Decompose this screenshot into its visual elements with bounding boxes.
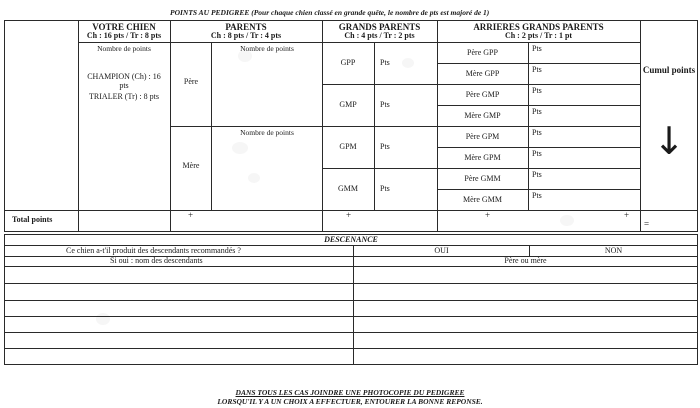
- agp-split: [437, 147, 640, 148]
- down-arrow-icon: ↓: [653, 119, 685, 163]
- dog-header: VOTRE CHIEN: [92, 22, 156, 32]
- agp-label: Père GMP: [465, 90, 500, 99]
- agp-pts: Pts: [532, 128, 542, 137]
- agp-label: Père GPP: [467, 48, 498, 57]
- parents-points: Ch : 8 pts / Tr : 4 pts: [210, 31, 282, 40]
- agp-header: ARRIERES GRANDS PARENTS: [473, 22, 604, 32]
- parents-split: [170, 126, 322, 127]
- parents-nombre-points-pere: Nombre de points: [240, 44, 294, 53]
- agp-label: Mère GPM: [464, 153, 501, 162]
- footer-line-2: LORSQU'IL Y A UN CHOIX A EFFECTUER, ENTOURER LA BONNE REPONSE.: [217, 397, 483, 406]
- top-border: [4, 20, 698, 21]
- gp-split: [322, 84, 437, 85]
- agp-points: Ch : 2 pts / Tr : 1 pt: [504, 31, 573, 40]
- parents-mere: Mère: [182, 161, 200, 170]
- parents-header: PARENTS: [225, 22, 267, 32]
- total-equals: =: [644, 219, 650, 229]
- gp-label: GPM: [339, 142, 357, 151]
- descendance-non[interactable]: NON: [604, 246, 623, 255]
- descendance-pere-ou-mere: Père ou mère: [504, 256, 547, 265]
- footer-line-1: DANS TOUS LES CAS JOINDRE UNE PHOTOCOPIE DU PEDIGREE: [235, 388, 465, 397]
- right-border: [697, 20, 698, 232]
- gp-label: GPP: [340, 58, 356, 67]
- agp-pts: Pts: [532, 65, 542, 74]
- agp-split: [437, 126, 640, 127]
- gp-header: GRANDS PARENTS: [338, 22, 421, 32]
- dog-trialer: TRIALER (Tr) : 8 pts: [89, 92, 159, 101]
- agp-label: Mère GPP: [465, 69, 500, 78]
- cumul-label: Cumul points: [642, 65, 696, 75]
- agp-label: Mère GMM: [463, 195, 502, 204]
- agp-split: [437, 105, 640, 106]
- agp-label: Père GMM: [464, 174, 501, 183]
- dog-nombre-points: Nombre de points: [97, 44, 151, 53]
- agp-label: Mère GMP: [464, 111, 501, 120]
- agp-pts: Pts: [532, 191, 542, 200]
- total-plus: +: [624, 210, 630, 220]
- agp-pts: Pts: [532, 149, 542, 158]
- parents-pere: Père: [183, 77, 199, 86]
- scan-smudge: [560, 215, 574, 226]
- descendance-title: DESCENANCE: [324, 235, 378, 244]
- total-label: Total points: [12, 215, 53, 224]
- descendance-question: Ce chien a-t'il produit des descendants recommandés ?: [66, 246, 241, 255]
- desc-row-line: [4, 332, 698, 333]
- desc-header-bottom: [4, 266, 698, 267]
- desc-left-border: [4, 234, 5, 364]
- gp-pts: Pts: [380, 58, 390, 67]
- gp-split: [322, 126, 437, 127]
- gp-label: GMM: [337, 184, 358, 193]
- agp-split: [437, 63, 640, 64]
- agp-split: [437, 168, 640, 169]
- agp-pts: Pts: [532, 44, 542, 53]
- descendance-si-oui: Si oui : nom des descendants: [110, 256, 203, 265]
- desc-row-line: [4, 316, 698, 317]
- desc-row-line: [4, 300, 698, 301]
- scan-smudge: [96, 313, 110, 325]
- gp-pts: Pts: [380, 184, 390, 193]
- dog-champion: CHAMPION (Ch) : 16 pts: [87, 72, 161, 91]
- left-border: [4, 20, 5, 232]
- scan-smudge: [232, 142, 248, 154]
- descendance-oui[interactable]: OUI: [434, 246, 449, 255]
- parents-nombre-points-mere: Nombre de points: [240, 128, 294, 137]
- header-bottom: [78, 42, 640, 43]
- agp-pts: Pts: [532, 86, 542, 95]
- agp-pts: Pts: [532, 170, 542, 179]
- gp-points: Ch : 4 pts / Tr : 2 pts: [344, 31, 415, 40]
- total-row-bottom: [4, 231, 698, 232]
- pedigree-title: POINTS AU PEDIGREE (Pour chaque chien classé en grande quête, le nombre de pts est majoré de 1): [170, 8, 490, 17]
- total-plus: +: [346, 210, 352, 220]
- agp-label: Père GPM: [465, 132, 500, 141]
- agp-split: [437, 189, 640, 190]
- scan-smudge: [402, 58, 414, 68]
- total-plus: +: [188, 210, 194, 220]
- dog-points: Ch : 16 pts / Tr : 8 pts: [86, 31, 162, 40]
- desc-right-border: [697, 234, 698, 364]
- desc-bottom-border: [4, 364, 698, 365]
- desc-row-line: [4, 348, 698, 349]
- agp-split: [437, 84, 640, 85]
- gp-pts: Pts: [380, 142, 390, 151]
- gp-split: [322, 168, 437, 169]
- scan-smudge: [248, 173, 260, 183]
- gp-label: GMP: [339, 100, 357, 109]
- gp-pts: Pts: [380, 100, 390, 109]
- agp-pts: Pts: [532, 107, 542, 116]
- desc-row-line: [4, 283, 698, 284]
- total-plus: +: [485, 210, 491, 220]
